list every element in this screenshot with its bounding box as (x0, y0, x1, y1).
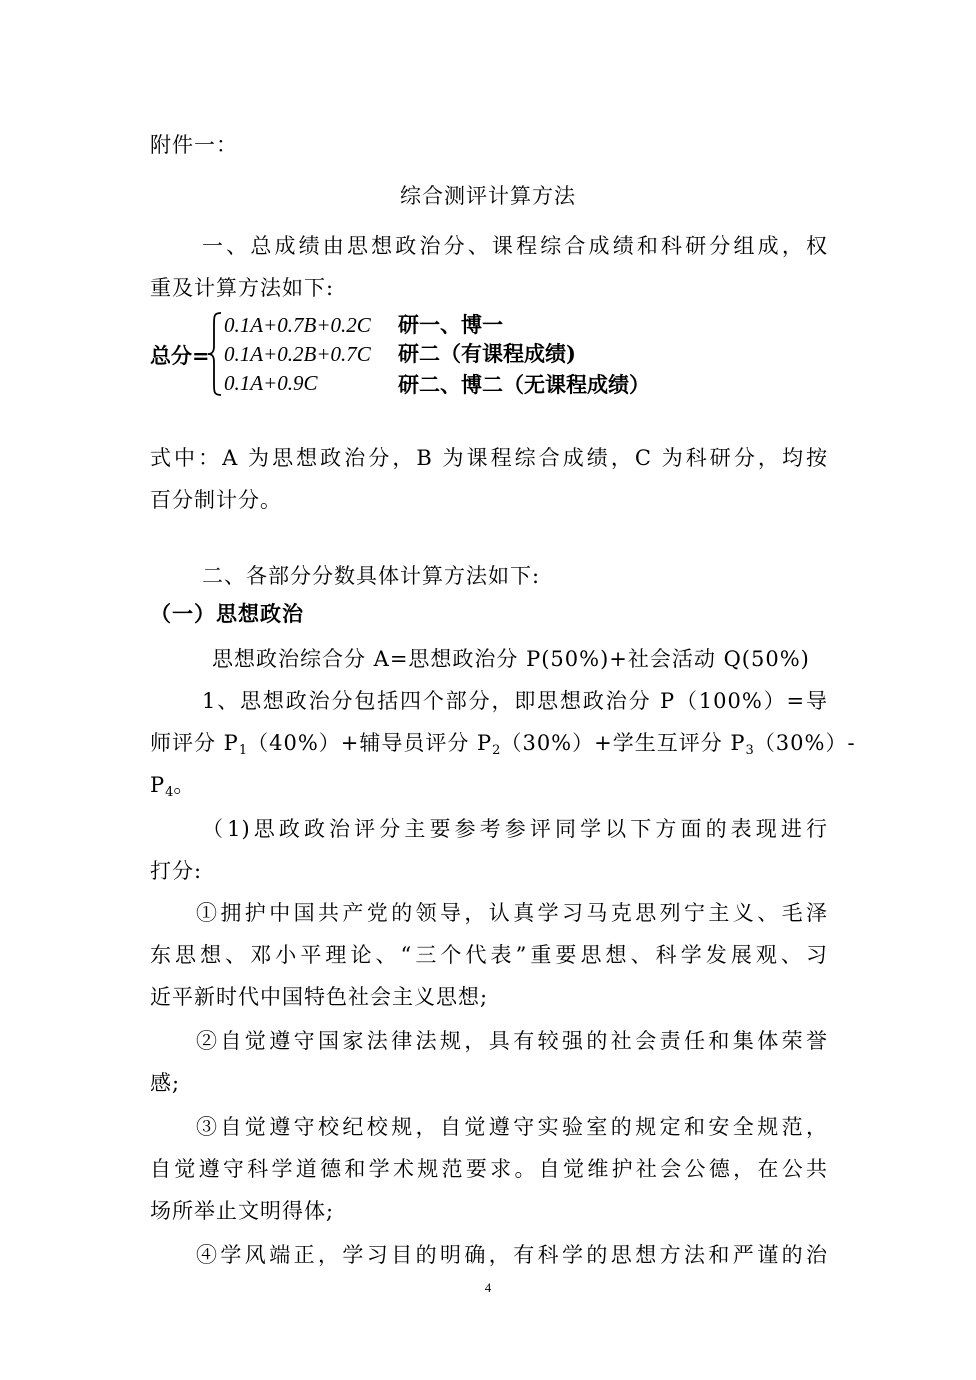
criterion3-line1: ③自觉遵守校纪校规，自觉遵守实验室的规定和安全规范， (196, 1115, 828, 1139)
subsection-heading: （一）思想政治 (150, 601, 304, 626)
formula-expr-3: 0.1A+0.9C (224, 371, 318, 395)
item1-line1: （1)思政政治评分主要参考参评同学以下方面的表现进行 (202, 817, 828, 841)
sub-1: 1 (238, 743, 248, 758)
p1-line2-part-b: （40%）+辅导员评分 P (247, 731, 493, 755)
criterion1-line3: 近平新时代中国特色社会主义思想; (150, 985, 489, 1009)
p1-line3 (150, 771, 195, 807)
criterion2-line2: 感; (150, 1071, 181, 1095)
formula-a-line: 思想政治综合分 A=思想政治分 P(50%)+社会活动 Q(50%) (212, 647, 810, 671)
section2-heading: 二、各部分分数具体计算方法如下: (202, 564, 541, 588)
formula-expr-2: 0.1A+0.2B+0.7C (224, 342, 371, 366)
p1-line2 (150, 729, 856, 765)
p1-line1: 1、思想政治分包括四个部分，即思想政治分 P（100%）=导 (202, 689, 828, 713)
p1-line2-part-c: （30%）+学生互评分 P (500, 731, 746, 755)
criterion2-line1: ②自觉遵守国家法律法规，具有较强的社会责任和集体荣誉 (196, 1029, 828, 1053)
criterion3-line3: 场所举止文明得体; (150, 1199, 335, 1223)
p1-line2-part-a: 师评分 P (150, 731, 239, 755)
p1-line2-part-d: （30%）- (753, 731, 856, 755)
formula-cond-1: 研一、博一 (398, 312, 503, 337)
criterion1-line2: 东思想、邓小平理论、“三个代表”重要思想、科学发展观、习 (150, 943, 828, 967)
page-title: 综合测评计算方法 (400, 184, 576, 208)
p1-line3-part-b: 。 (173, 773, 196, 797)
criterion3-line2: 自觉遵守科学道德和学术规范要求。自觉维护社会公德，在公共 (150, 1157, 828, 1181)
formula-label: 总分= (150, 343, 210, 368)
explain-line1: 式中：A 为思想政治分，B 为课程综合成绩，C 为科研分，均按 (150, 446, 828, 470)
item1-line2: 打分: (150, 859, 203, 883)
criterion4-line1: ④学风端正，学习目的明确，有科学的思想方法和严谨的治 (196, 1243, 828, 1267)
page-number: 4 (484, 1280, 492, 1295)
attachment-label: 附件一： (150, 133, 238, 157)
sub-3: 3 (745, 743, 754, 758)
criterion1-line1: ①拥护中国共产党的领导，认真学习马克思列宁主义、毛泽 (196, 901, 828, 925)
p1-line3-part-a: P (150, 773, 166, 797)
section1-line2: 重及计算方法如下: (150, 276, 335, 300)
formula-expr-1: 0.1A+0.7B+0.2C (224, 313, 371, 337)
section1-line1: 一、总成绩由思想政治分、课程综合成绩和科研分组成，权 (202, 234, 828, 258)
sub-4: 4 (165, 785, 174, 800)
curly-brace-icon (207, 312, 223, 396)
formula-cond-3: 研二、博二（无课程成绩） (398, 372, 650, 397)
formula-cond-2: 研二（有课程成绩) (398, 341, 576, 366)
explain-line2: 百分制计分。 (150, 488, 282, 512)
sub-2: 2 (492, 743, 501, 758)
